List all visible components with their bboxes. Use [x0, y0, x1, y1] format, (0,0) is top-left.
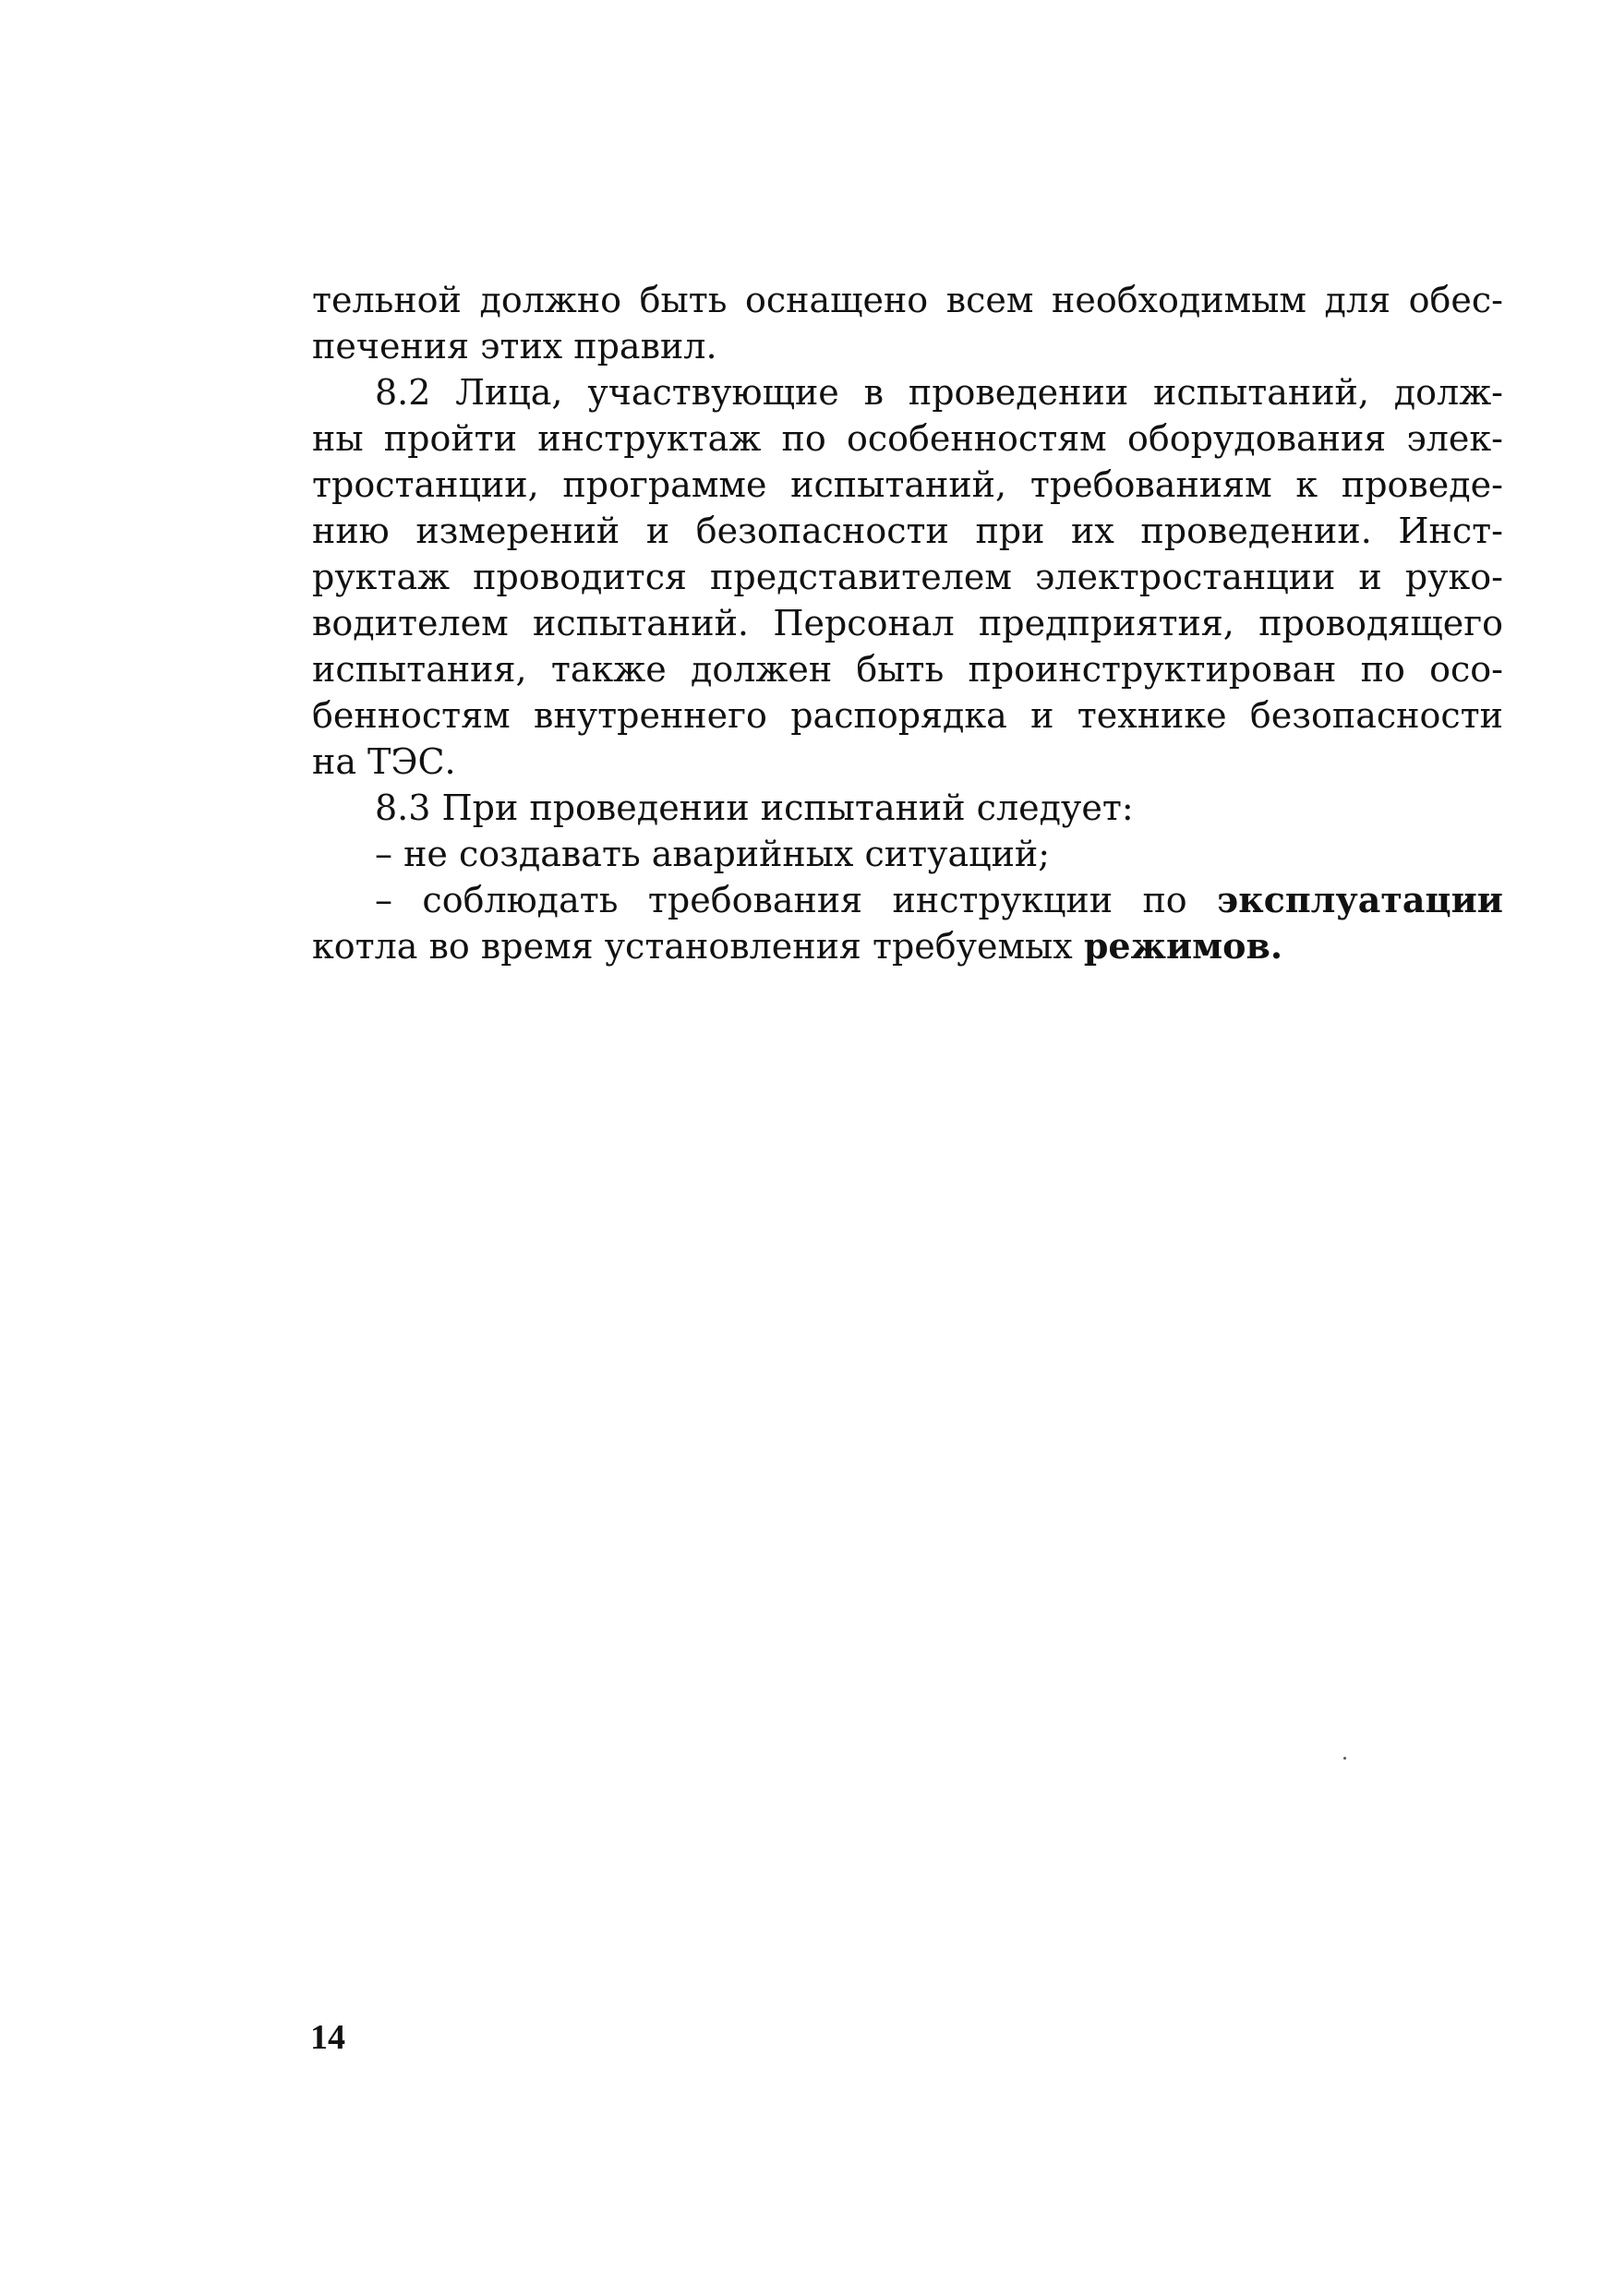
- line-prefix: котла во время установления требуемых: [312, 926, 1084, 967]
- paragraph-8-2-first-line: 8.2 Лица, участвующие в проведении испытаний, долж-: [375, 372, 1503, 413]
- text-line: руктаж проводится представителем электростанции и руко-: [312, 557, 1503, 597]
- text-line: печения этих правил.: [312, 326, 717, 367]
- text-line: нию измерений и безопасности при их проведении. Инст-: [312, 511, 1503, 551]
- text-line: бенностям внутреннего распорядка и технике безопасности: [312, 695, 1503, 736]
- page-number: 14: [310, 2018, 345, 2057]
- text-line: водителем испытаний. Персонал предприятия, проводящего: [312, 603, 1503, 643]
- bold-word: эксплуатации: [1217, 879, 1503, 920]
- text-line: тростанции, программе испытаний, требованиям к проведе-: [312, 464, 1503, 505]
- text-line: тельной должно быть оснащено всем необходимым для обес-: [312, 280, 1503, 320]
- scan-speck: [1343, 1757, 1346, 1760]
- bold-word: режимов.: [1083, 925, 1283, 967]
- text-line: ны пройти инструктаж по особенностям оборудования элек-: [312, 418, 1503, 459]
- list-item: [375, 877, 1503, 923]
- text-line: [312, 923, 1282, 969]
- list-item: – не создавать аварийных ситуаций;: [375, 834, 1051, 874]
- line-prefix: – соблюдать требования инструкции по: [375, 880, 1218, 920]
- paragraph-8-3-first-line: 8.3 При проведении испытаний следует:: [375, 787, 1134, 828]
- text-line: испытания, также должен быть проинструктирован по осо-: [312, 649, 1503, 690]
- text-line: на ТЭС.: [312, 741, 456, 782]
